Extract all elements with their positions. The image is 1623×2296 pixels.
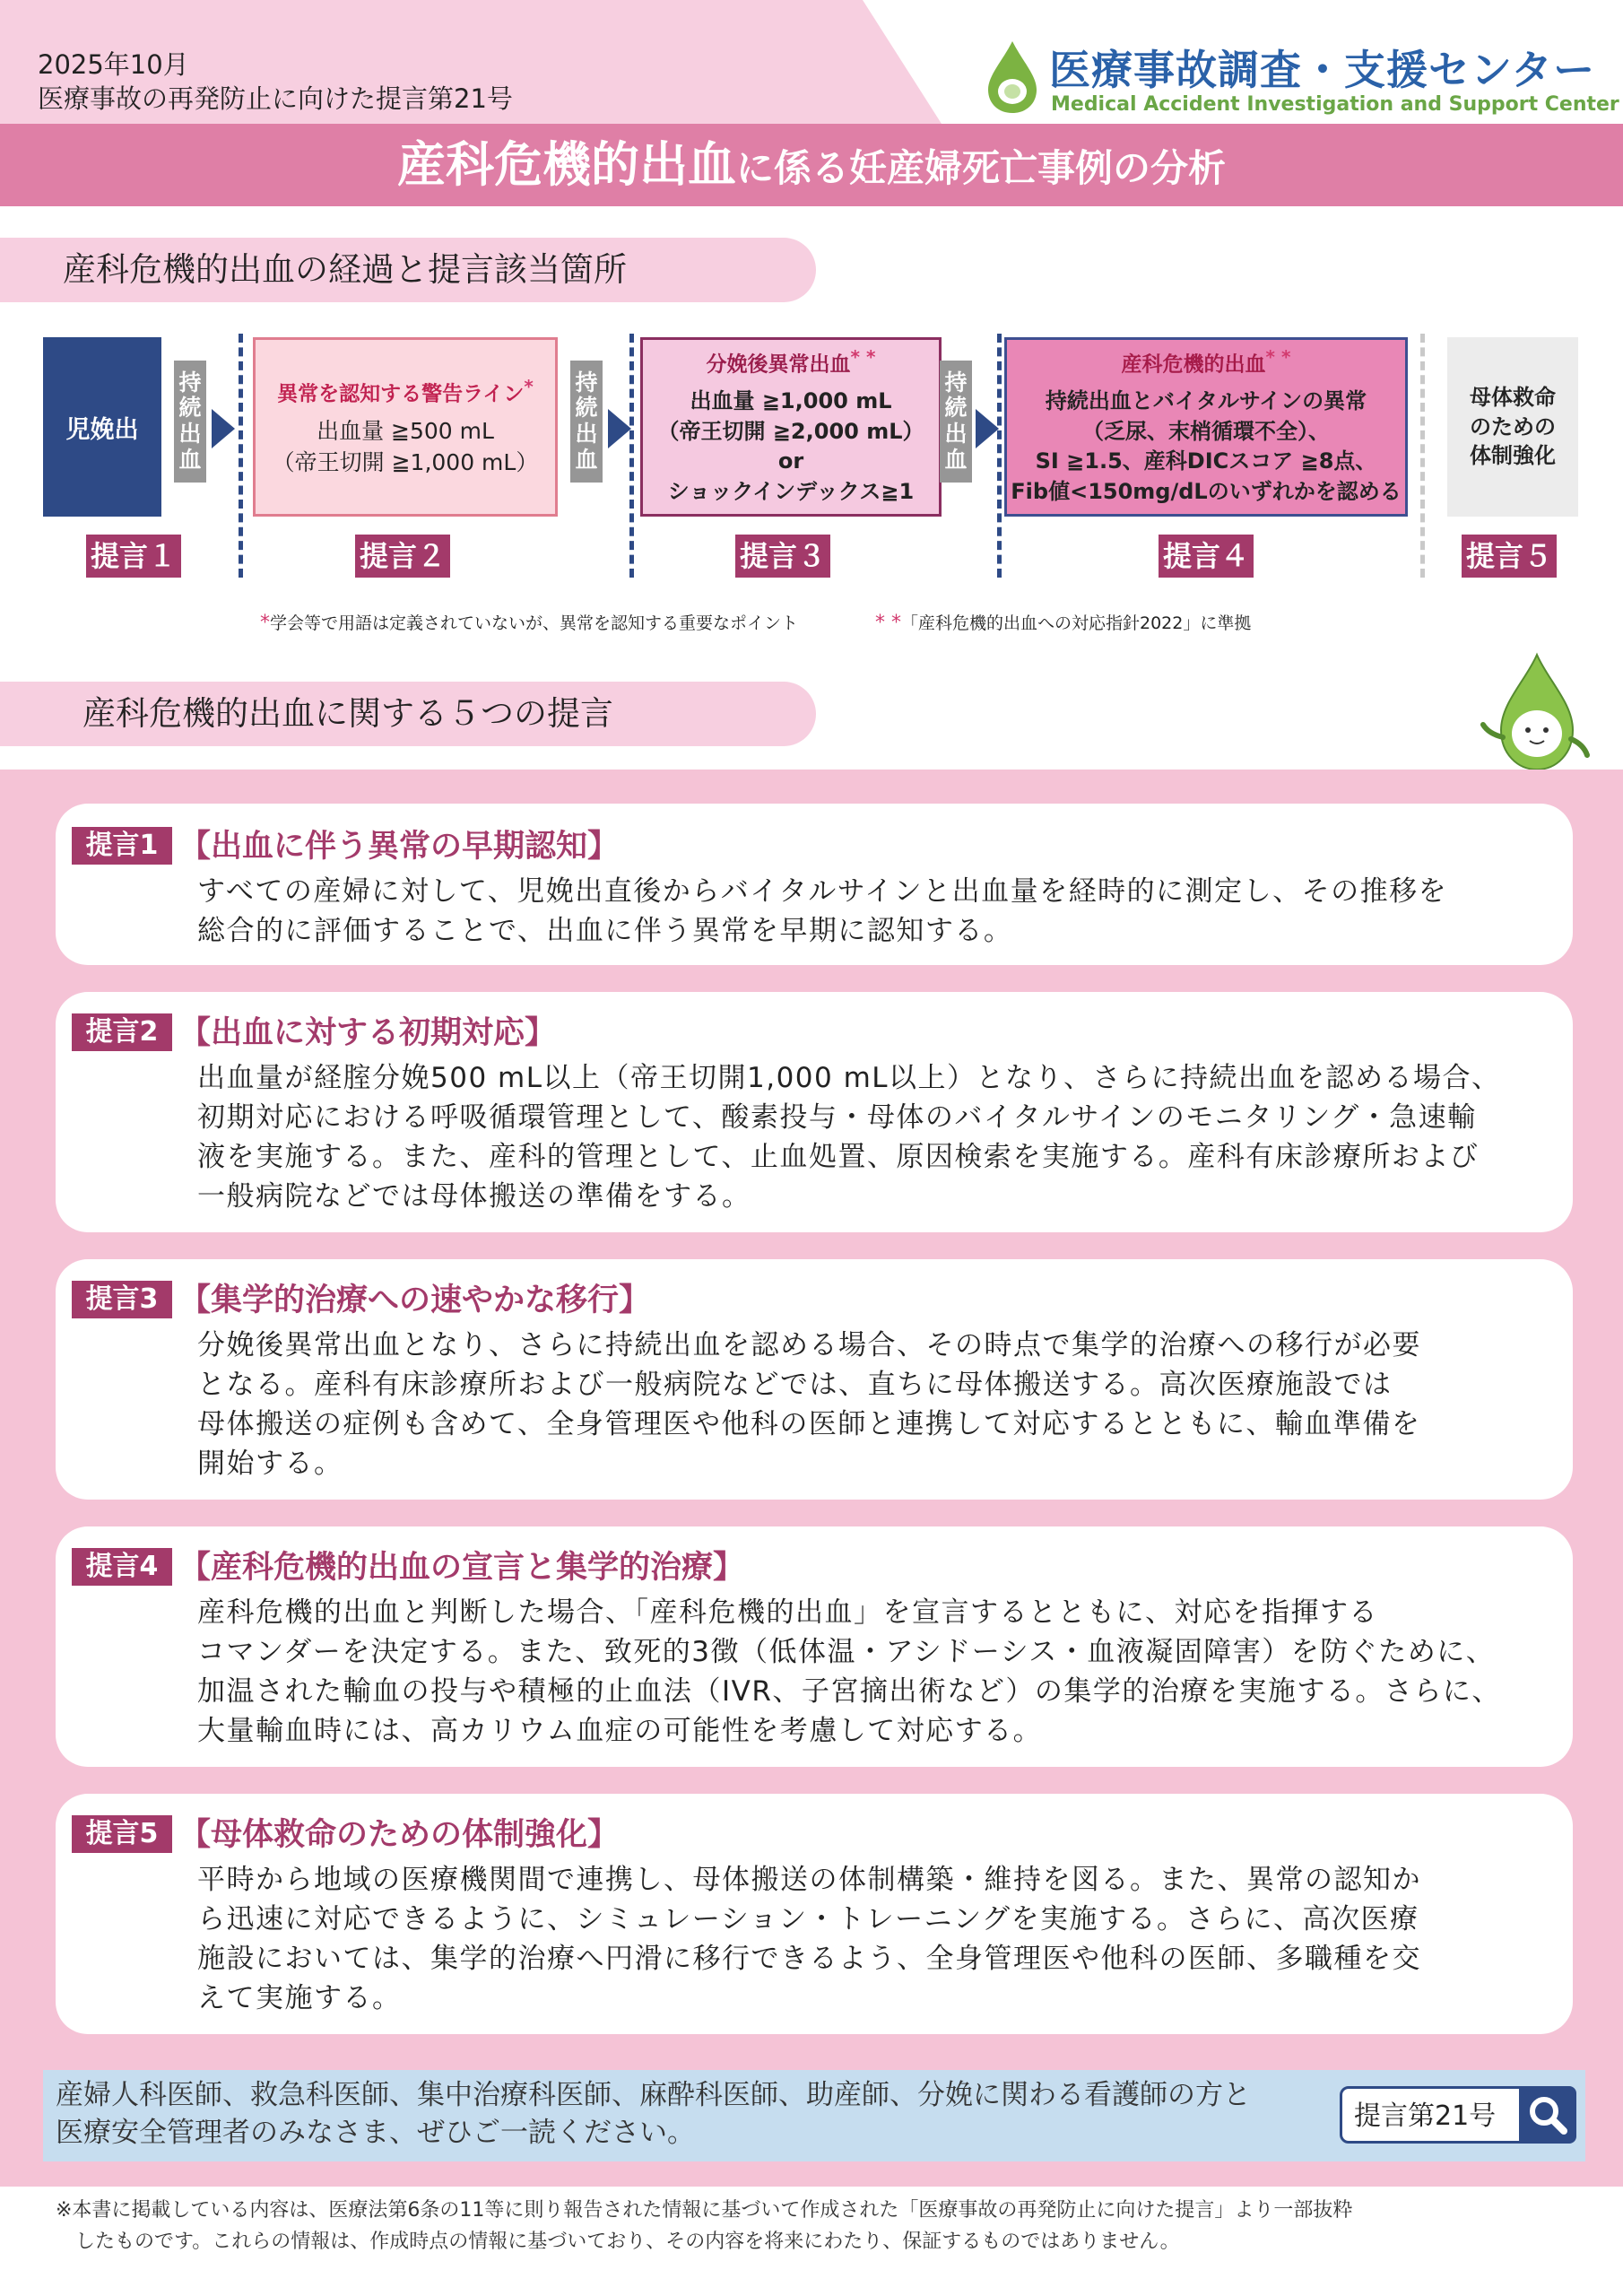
issue-date: 2025年10月 [38, 49, 189, 80]
footnote-single-star: *学会等で用語は定義されていないが、異常を認知する重要なポイント [260, 612, 799, 634]
stage-warning-line-body: 出血量 ≧500 mL （帝王切開 ≧1,000 mL） [272, 418, 539, 476]
mascot-illustration [1471, 651, 1596, 777]
flow-tag-2: 提言２ [355, 535, 450, 578]
proposal-tag-4: 提言4 [72, 1548, 172, 1586]
proposal-title-2: 【出血に対する初期対応】 [179, 1015, 557, 1051]
flow-tag-1: 提言１ [86, 535, 181, 578]
issue-series: 医療事故の再発防止に向けた提言第21号 [38, 83, 513, 114]
proposal-tag-5: 提言5 [72, 1815, 172, 1853]
stage-delivery-label: 児娩出 [65, 415, 139, 444]
stage-postpartum-hemorrhage [640, 337, 942, 517]
proposal-text-1: すべての産婦に対して、児娩出直後からバイタルサインと出血量を経時的に測定し、その推移を 総合的に評価することで、出血に伴う異常を早期に認知する。 [197, 875, 1448, 947]
flow-tag-4: 提言４ [1159, 535, 1254, 578]
org-name-en: Medical Accident Investigation and Support Center [1051, 93, 1619, 116]
stage-pph-body: 出血量 ≧1,000 mL （帝王切開 ≧2,000 mL） or ショックインデックス≧1 [657, 388, 924, 504]
stage-pph-heading: 分娩後異常出血* * [706, 346, 876, 378]
flow-tag-3: 提言３ [735, 535, 830, 578]
continuous-bleeding-label-1: 持 続 出 血 [174, 361, 206, 483]
audience-text: 産婦人科医師、救急科医師、集中治療科医師、麻酔科医師、助産師、分娩に関わる看護師の方と 医療安全管理者のみなさま、ぜひご一読ください。 [56, 2079, 1251, 2149]
stage-delivery [43, 337, 161, 517]
stage-critical-hemorrhage [1004, 337, 1408, 517]
stage-warning-line-heading: 異常を認知する警告ライン* [277, 375, 534, 406]
search-label[interactable]: 提言第21号 [1354, 2100, 1497, 2132]
divider-2 [629, 334, 634, 578]
proposal-tag-2: 提言2 [72, 1013, 172, 1051]
stage-system-strengthening: 母体救命 のための 体制強化 [1447, 337, 1578, 517]
flow-tag-5: 提言５ [1462, 535, 1557, 578]
proposal-tag-3: 提言3 [72, 1281, 172, 1318]
search-icon[interactable] [1519, 2086, 1576, 2144]
divider-3 [997, 334, 1002, 578]
page-title [0, 124, 1623, 206]
proposal-text-2: 出血量が経腟分娩500 mL以上（帝王切開1,000 mL以上）となり、さらに持続出血を認める場合、 初期対応における呼吸循環管理として、酸素投与・母体のバイタルサインのモニタリング・急速輸 液を実施する。また、産科的管理として、止血処置、原因検索を実施する。産科有床診療所および 一般病院などでは母体搬送の準備をする。 [197, 1062, 1501, 1213]
divider-4 [1420, 334, 1425, 578]
flow-section-heading: 産科危機的出血の経過と提言該当箇所 [0, 238, 816, 302]
footnote-double-star: * *「産科危機的出血への対応指針2022」に準拠 [875, 612, 1252, 634]
flow-arrow-3 [976, 409, 999, 448]
proposal-text-3: 分娩後異常出血となり、さらに持続出血を認める場合、その時点で集学的治療への移行が必要 となる。産科有床診療所および一般病院などでは、直ちに母体搬送する。高次医療施設では 母体搬送の症例も含めて、全身管理医や他科の医師と連携して対応するとともに、輸血準備を 開始する。 [197, 1329, 1421, 1480]
proposals-section-heading: 産科危機的出血に関する５つの提言 [0, 682, 816, 746]
title-sub: に係る妊産婦死亡事例の分析 [735, 146, 1226, 190]
stage-critical-heading: 産科危機的出血* * [1121, 346, 1291, 378]
proposal-title-1: 【出血に伴う異常の早期認知】 [179, 829, 620, 865]
proposal-title-3: 【集学的治療への速やかな移行】 [179, 1283, 651, 1318]
flow-arrow-1 [212, 409, 235, 448]
title-main: 産科危機的出血 [396, 136, 736, 193]
drop-logo-icon [985, 39, 1040, 115]
stage-warning-line [253, 337, 558, 517]
continuous-bleeding-label-3: 持 続 出 血 [940, 361, 972, 483]
proposal-title-5: 【母体救命のための体制強化】 [179, 1817, 620, 1853]
proposal-text-4: 産科危機的出血と判断した場合、「産科危機的出血」を宣言するとともに、対応を指揮する コマンダーを決定する。また、致死的3徴（低体温・アシドーシス・血液凝固障害）を防ぐために、 加温された輸血の投与や積極的止血法（IVR、子宮摘出術など）の集学的治療を実施する。さらに、 大量輸血時には、高カリウム血症の可能性を考慮して対応する。 [197, 1596, 1501, 1747]
flow-arrow-2 [608, 409, 631, 448]
continuous-bleeding-label-2: 持 続 出 血 [570, 361, 603, 483]
org-name-jp: 医療事故調査・支援センター [1049, 46, 1596, 94]
stage-critical-body: 持続出血とバイタルサインの異常 （乏尿、末梢循環不全）、 SI ≧1.5、産科DICスコア ≧8点、 Fib値<150mg/dLのいずれかを認める [1011, 388, 1402, 504]
divider-1 [239, 334, 243, 578]
proposal-tag-1: 提言1 [72, 827, 172, 865]
disclaimer: ※本書に掲載している内容は、医療法第6条の11等に則り報告された情報に基づいて作成された「医療事故の再発防止に向けた提言」より一部抜粋 したものです。これらの情報は、作成時点の情報に基づいており、その内容を将来にわたり、保証するものではありません。 [56, 2199, 1353, 2253]
proposal-text-5: 平時から地域の医療機関間で連携し、母体搬送の体制構築・維持を図る。また、異常の認知か ら迅速に対応できるように、シミュレーション・トレーニングを実施する。さらに、高次医療 施設においては、集学的治療へ円滑に移行できるよう、全身管理医や他科の医師、多職種を交 えて実施する。 [197, 1864, 1421, 2014]
proposal-title-4: 【産科危機的出血の宣言と集学的治療】 [179, 1550, 745, 1586]
